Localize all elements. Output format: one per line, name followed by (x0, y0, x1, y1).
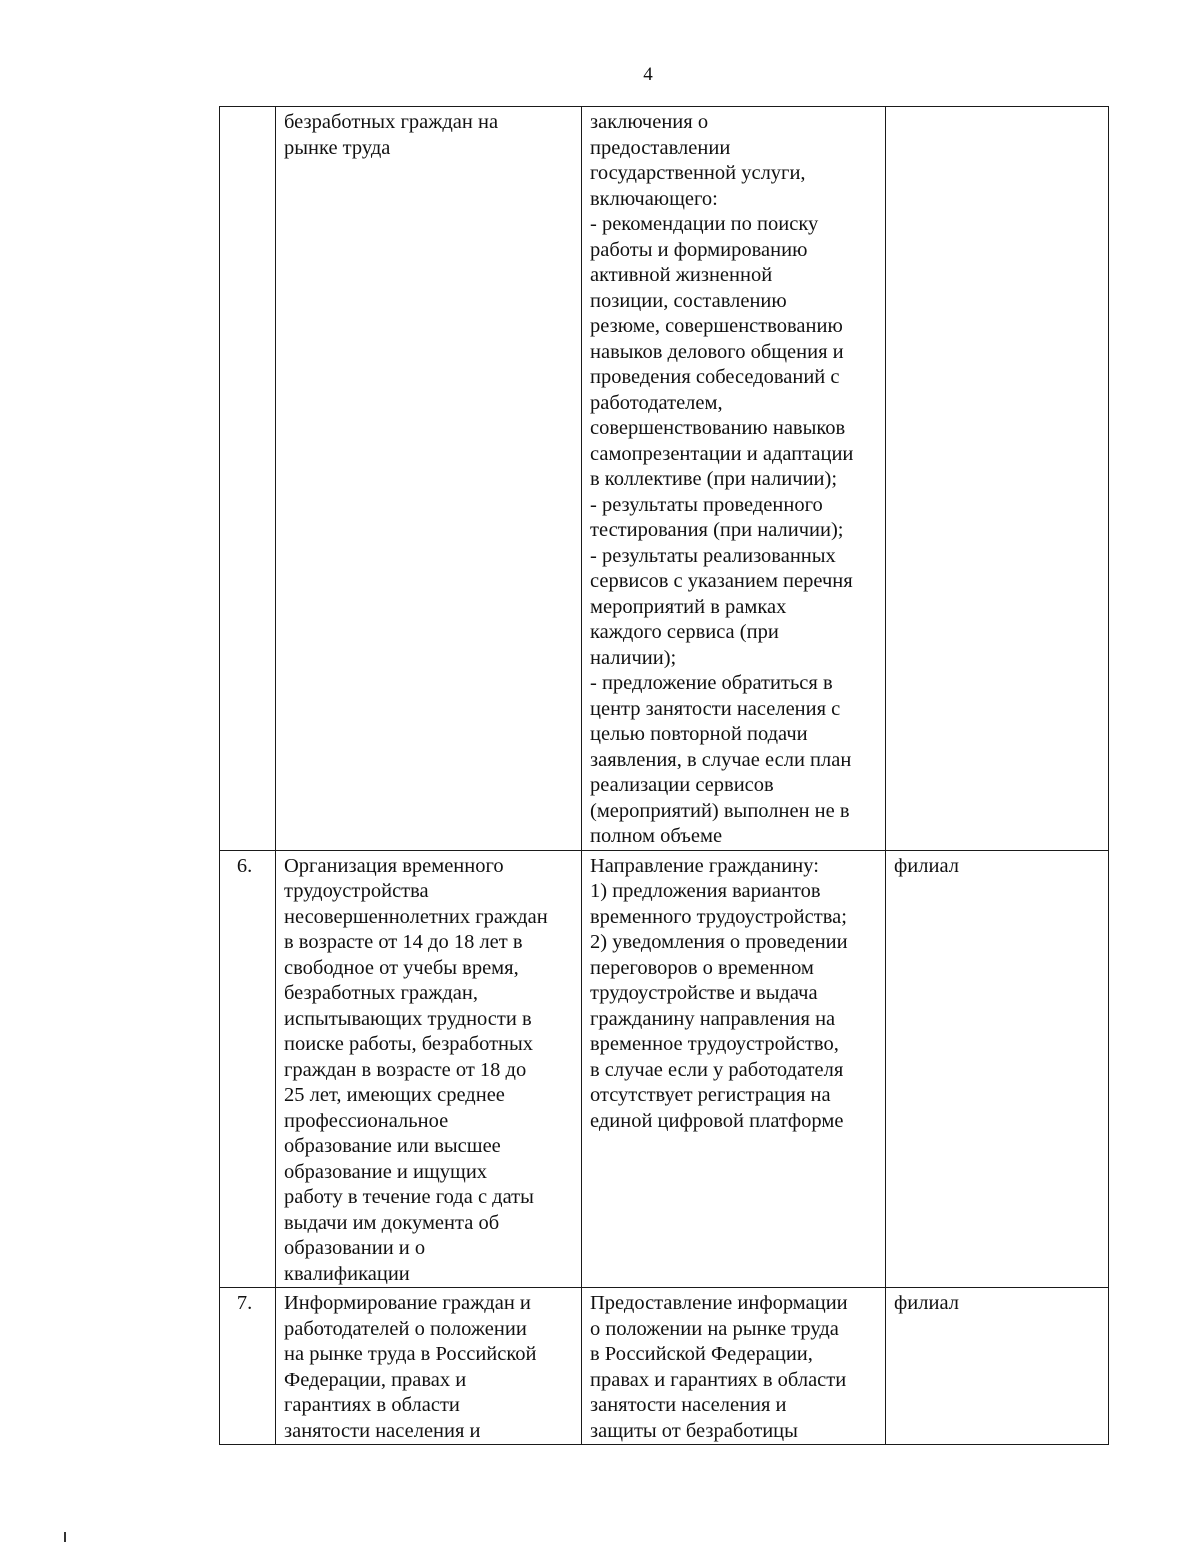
text-line: временное трудоустройство, (590, 1033, 839, 1055)
text-line: государственной услуги, (590, 162, 806, 184)
text-line: образование и ищущих (284, 1160, 488, 1183)
text-line: Федерации, правах и (284, 1368, 467, 1391)
text-line: - рекомендации по поиску (590, 213, 819, 235)
page-number: 4 (643, 64, 653, 85)
service-result-cell (582, 850, 886, 1288)
text-line: работу в течение года с даты (284, 1186, 534, 1208)
text-line: каждого сервиса (при (590, 621, 779, 643)
text-line: в возрасте от 14 до 18 лет в (284, 931, 523, 953)
text-line: 2) уведомления о проведении (590, 931, 848, 953)
text-line: трудоустройства (284, 880, 429, 902)
text-line: гражданину направления на (590, 1007, 836, 1030)
text-line: полном объеме (590, 825, 723, 847)
text-line: в Российской Федерации, (590, 1343, 813, 1365)
text-line: рынке труда (284, 136, 391, 159)
text-line: переговоров о временном (590, 956, 814, 979)
text-line: резюме, совершенствованию (590, 315, 843, 337)
table-row (220, 1288, 1109, 1445)
service-name-cell (276, 850, 582, 1288)
text-line: проведения собеседований с (590, 366, 840, 388)
text-line: тестирования (при наличии); (590, 519, 844, 541)
text-line: работы и формированию (590, 238, 808, 261)
text-line: наличии); (590, 646, 677, 669)
text-line: защиты от безработицы (590, 1419, 798, 1442)
text-line: заключения о (590, 111, 709, 133)
text-line: выдачи им документа об (284, 1211, 500, 1234)
text-line: свободное от учебы время, (284, 956, 519, 979)
text-line: в коллективе (при наличии); (590, 468, 838, 490)
text-line: - результаты реализованных (590, 544, 836, 567)
text-line: профессиональное (284, 1109, 449, 1132)
text-line: гарантиях в области (284, 1394, 460, 1416)
service-name-cell (276, 1288, 582, 1445)
text-line: самопрезентации и адаптации (590, 442, 854, 465)
scan-mark (64, 1532, 66, 1542)
text-line: (мероприятий) выполнен не в (590, 799, 850, 822)
text-line: активной жизненной (590, 264, 773, 286)
text-line: Предоставление информации (590, 1292, 848, 1314)
text-line: образование или высшее (284, 1135, 501, 1157)
text-line: центр занятости населения с (590, 697, 841, 720)
executor-cell (886, 107, 1109, 851)
text-line: занятости населения и (590, 1394, 787, 1416)
table-row (220, 107, 1109, 851)
text-line: единой цифровой платформе (590, 1109, 844, 1132)
executor-cell: филиал (886, 1288, 1109, 1445)
text-line: Направление гражданину: (590, 854, 819, 877)
text-line: мероприятий в рамках (590, 595, 787, 618)
text-line: поиске работы, безработных (284, 1033, 534, 1055)
table-row (220, 850, 1109, 1288)
services-table (219, 106, 1109, 1445)
text-line: реализации сервисов (590, 774, 774, 796)
text-line: включающего: (590, 187, 718, 210)
text-line: правах и гарантиях в области (590, 1368, 847, 1391)
text-line: позиции, составлению (590, 289, 787, 312)
text-line: совершенствованию навыков (590, 417, 846, 439)
text-line: работодателем, (590, 391, 723, 414)
service-result-cell (582, 1288, 886, 1445)
text-line: испытывающих трудности в (284, 1007, 532, 1030)
text-line: 1) предложения вариантов (590, 880, 821, 902)
service-result-cell (582, 107, 886, 851)
row-number: 6. (220, 850, 276, 1288)
text-line: о положении на рынке труда (590, 1317, 839, 1340)
text-line: безработных граждан, (284, 982, 478, 1004)
text-line: временного трудоустройства; (590, 905, 847, 928)
text-line: целью повторной подачи (590, 723, 808, 745)
text-line: Информирование граждан и (284, 1292, 531, 1314)
row-number (220, 107, 276, 851)
text-line: предоставлении (590, 136, 731, 159)
text-line: отсутствует регистрация на (590, 1084, 831, 1106)
text-line: на рынке труда в Российской (284, 1343, 537, 1365)
text-line: безработных граждан на (284, 111, 499, 133)
text-line: занятости населения и (284, 1419, 481, 1442)
text-line: в случае если у работодателя (590, 1058, 844, 1081)
service-name-cell (276, 107, 582, 851)
executor-cell: филиал (886, 850, 1109, 1288)
text-line: Организация временного (284, 854, 504, 877)
text-line: - предложение обратиться в (590, 672, 833, 694)
text-line: несовершеннолетних граждан (284, 905, 548, 928)
row-number: 7. (220, 1288, 276, 1445)
text-line: работодателей о положении (284, 1317, 527, 1340)
text-line: заявления, в случае если план (590, 748, 852, 771)
text-line: 25 лет, имеющих среднее (284, 1084, 505, 1106)
text-line: трудоустройстве и выдача (590, 982, 818, 1004)
text-line: образовании и о (284, 1237, 426, 1259)
text-line: граждан в возрасте от 18 до (284, 1058, 527, 1081)
text-line: - результаты проведенного (590, 493, 823, 516)
text-line: навыков делового общения и (590, 340, 844, 363)
text-line: квалификации (284, 1262, 410, 1285)
text-line: сервисов с указанием перечня (590, 570, 853, 592)
